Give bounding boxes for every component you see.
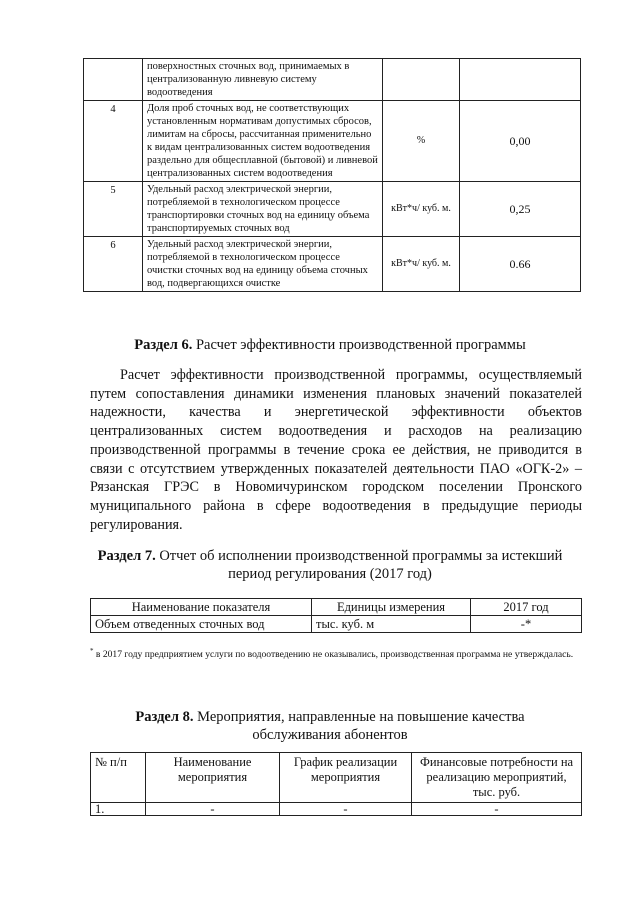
cell-finance: - [412,803,582,816]
section-6-paragraph: Расчет эффективности производственной программы, осуществляемый путем сопоставления динамики изменения плановых значений показателей надежности, качества и энергетической эффективности объектов централизованных систем водоотведения и расходов на реализацию производственной программы в течение срока ее действия, не приводится в связи с отсутствием утвержденных показателей деятельности ПАО «ОГК-2» – Рязанская ГРЭС в Новомичуринском городском поселении Пронского муниципального района в сфере водоотведения в предыдущие периоды регулирования. [90,367,582,533]
indicator-name: Доля проб сточных вод, не соответствующих установленным нормативам допустимых сбросов, лимитам на сбросы, рассчитанная применительно к видам централизованных систем водоотведения раздельно для общесплавной (бытовой) и ливневой централизованных систем водоотведения [143,101,383,182]
header-measure: Наименование мероприятия [146,753,280,803]
report-table [90,598,582,633]
cell-value: -* [471,616,582,633]
header-year: 2017 год [471,599,582,616]
indicator-value: 0,25 [460,182,581,237]
indicator-value [460,59,581,101]
table-row [84,182,581,237]
section-title-line1: Отчет об исполнении производственной программы за истекший [159,548,563,564]
row-number [84,59,143,101]
header-number: № п/п [91,753,146,803]
indicator-unit: кВт*ч/ куб. м. [383,182,460,237]
section-title: Расчет эффективности производственной программы [195,337,526,353]
table-row [91,803,582,816]
indicator-name: Удельный расход электрической энергии, потребляемой в технологическом процессе транспортировки сточных вод на единицу объема транспортируемых сточных вод [143,182,383,237]
indicator-value: 0.66 [460,237,581,292]
indicator-unit [383,59,460,101]
indicator-name: Удельный расход электрической энергии, потребляемой в технологическом процессе очистки сточных вод на единицу объема сточных вод, подвергающихся очистке [143,237,383,292]
cell-number: 1. [91,803,146,816]
table-header-row [91,753,582,803]
footnote-text: в 2017 году предприятием услуги по водоотведению не оказывались, производственная программа не утверждалась. [95,649,574,661]
section-title-line2: обслуживания абонентов [252,727,408,743]
footnote-mark: * [90,647,94,655]
indicators-table [83,58,581,292]
section-title-line1: Мероприятия, направленные на повышение качества [197,709,525,725]
row-number: 4 [84,101,143,182]
header-finance: Финансовые потребности на реализацию мероприятий, тыс. руб. [412,753,582,803]
table-row [84,237,581,292]
cell-indicator: Объем отведенных сточных вод [91,616,312,633]
indicator-value: 0,00 [460,101,581,182]
section-label: Раздел 7. [97,548,156,564]
section-8-heading [60,708,600,744]
row-number: 5 [84,182,143,237]
cell-measure: - [146,803,280,816]
cell-unit: тыс. куб. м [312,616,471,633]
indicator-unit: % [383,101,460,182]
header-schedule: График реализации мероприятия [280,753,412,803]
cell-schedule: - [280,803,412,816]
section-label: Раздел 6. [134,337,193,353]
table-row [84,101,581,182]
header-indicator: Наименование показателя [91,599,312,616]
header-unit: Единицы измерения [312,599,471,616]
row-number: 6 [84,237,143,292]
section-label: Раздел 8. [135,709,194,725]
table-row [91,616,582,633]
section-title-line2: период регулирования (2017 год) [228,566,432,582]
indicator-unit: кВт*ч/ куб. м. [383,237,460,292]
footnote [90,645,582,662]
table-header-row [91,599,582,616]
section-7-heading [60,547,600,583]
section-6-heading [60,336,600,354]
measures-table [90,752,582,816]
indicator-name: поверхностных сточных вод, принимаемых в централизованную ливневую систему водоотведения [143,59,383,101]
table-row [84,59,581,101]
